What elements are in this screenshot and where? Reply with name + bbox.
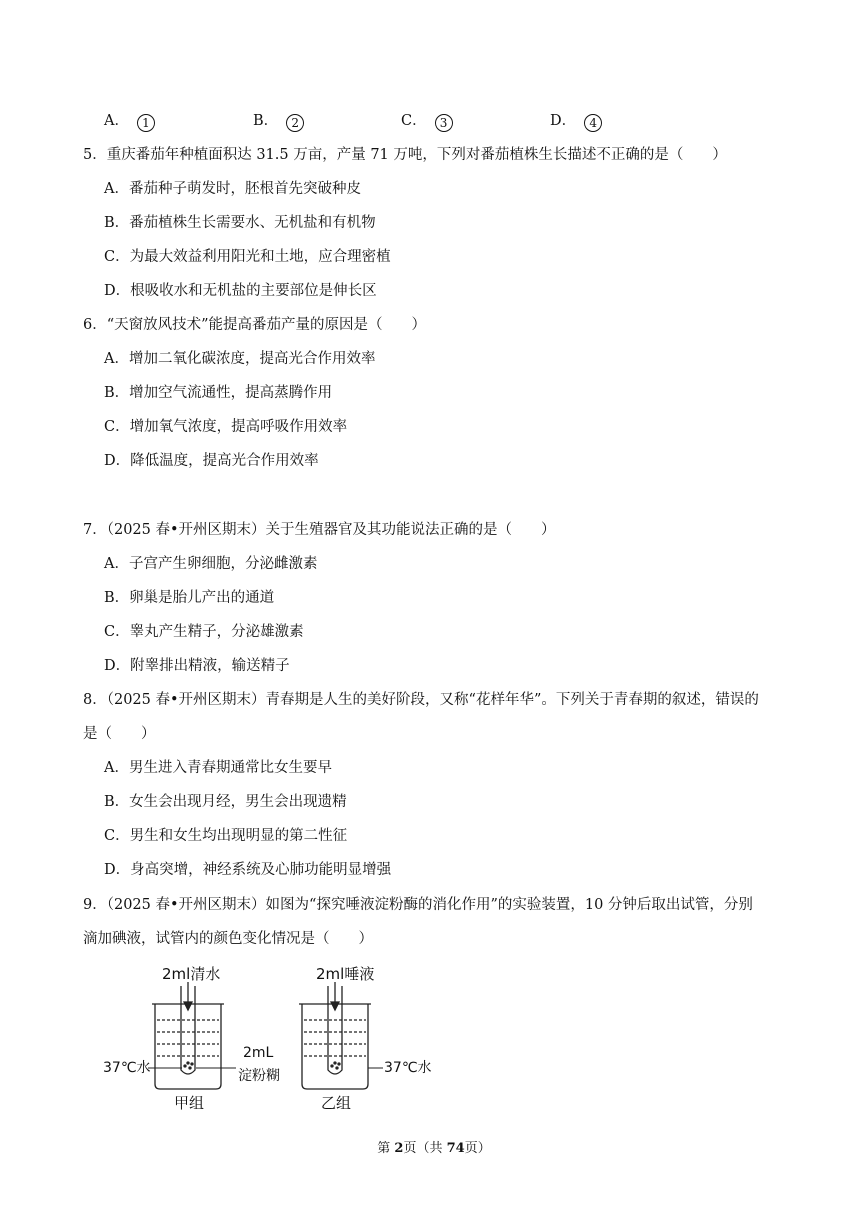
beaker-right [299,982,371,1089]
center-label-starch: 淀粉糊 [238,1068,280,1084]
question-6-option-c: C．增加氧气浓度，提高呼吸作用效率 [104,419,348,435]
center-label-volume: 2mL [243,1045,274,1061]
experiment-figure [100,962,440,1112]
choice-letter: A． [104,113,129,129]
footer-total-pages: 74 [446,1141,465,1156]
question-7-option-a: A．子宫产生卵细胞，分泌雌激素 [104,556,318,572]
q4-choices [104,111,664,133]
left-water-label: 37℃水 [103,1060,151,1076]
question-6-stem: 6．“天窗放风技术”能提高番茄产量的原因是（ ） [83,317,427,333]
right-water-label: 37℃水 [384,1060,432,1076]
question-5-option-d: D．根吸收水和无机盐的主要部位是伸长区 [104,283,377,299]
question-8-stem-line-2: 是（ ） [83,726,156,742]
left-group-label: 甲组 [174,1094,205,1112]
question-5-option-c: C．为最大效益利用阳光和土地，应合理密植 [104,249,391,265]
q4-choice-b [253,111,304,132]
question-8-option-a: A．男生进入青春期通常比女生要早 [104,760,332,776]
circled-number: 4 [584,114,602,132]
question-5-option-a: A．番茄种子萌发时，胚根首先突破种皮 [104,181,361,197]
question-7-option-c: C．睾丸产生精子，分泌雄激素 [104,624,304,640]
choice-letter: C． [401,113,427,129]
right-top-label: 2ml唾液 [316,965,375,983]
q4-choice-d [550,111,602,132]
question-8-option-b: B．女生会出现月经，男生会出现遗精 [104,794,347,810]
beaker-left [152,982,224,1089]
question-5-option-b: B．番茄植株生长需要水、无机盐和有机物 [104,215,376,231]
footer-suffix: 页） [464,1141,491,1156]
circled-number: 1 [137,114,155,132]
page-footer [0,1137,868,1156]
right-group-label: 乙组 [321,1094,352,1112]
question-8-option-d: D．身高突增，神经系统及心肺功能明显增强 [104,862,392,878]
question-6-option-b: B．增加空气流通性，提高蒸腾作用 [104,385,333,401]
question-7-option-b: B．卵巢是胎儿产出的通道 [104,590,275,606]
circled-number: 3 [435,114,453,132]
choice-letter: B． [253,113,279,129]
question-7-option-d: D．附睾排出精液，输送精子 [104,658,290,674]
question-6-option-d: D．降低温度，提高光合作用效率 [104,453,319,469]
choice-letter: D． [550,113,577,129]
footer-prefix: 第 [377,1141,395,1156]
circled-number: 2 [286,114,304,132]
left-top-label: 2ml清水 [162,965,221,983]
question-8-option-c: C．男生和女生均出现明显的第二性征 [104,828,348,844]
question-6-option-a: A．增加二氧化碳浓度，提高光合作用效率 [104,351,376,367]
question-7-stem: 7．（2025 春•开州区期末）关于生殖器官及其功能说法正确的是（ ） [83,522,556,538]
q4-choice-c [401,111,453,132]
question-9-stem-line-1: 9．（2025 春•开州区期末）如图为“探究唾液淀粉酶的消化作用”的实验装置，10 分钟后取出试管，分别 [83,897,753,913]
footer-mid: 页（共 [403,1141,447,1156]
question-5-stem: 5．重庆番茄年种植面积达 31.5 万亩，产量 71 万吨，下列对番茄植株生长描述不正确的是（ ） [83,147,727,163]
q4-choice-a [104,111,155,132]
footer-page-number: 2 [394,1141,404,1156]
question-8-stem-line-1: 8．（2025 春•开州区期末）青春期是人生的美好阶段，又称“花样年华”。下列关于青春期的叙述，错误的 [83,692,759,708]
question-9-stem-line-2: 滴加碘液，试管内的颜色变化情况是（ ） [83,931,373,947]
